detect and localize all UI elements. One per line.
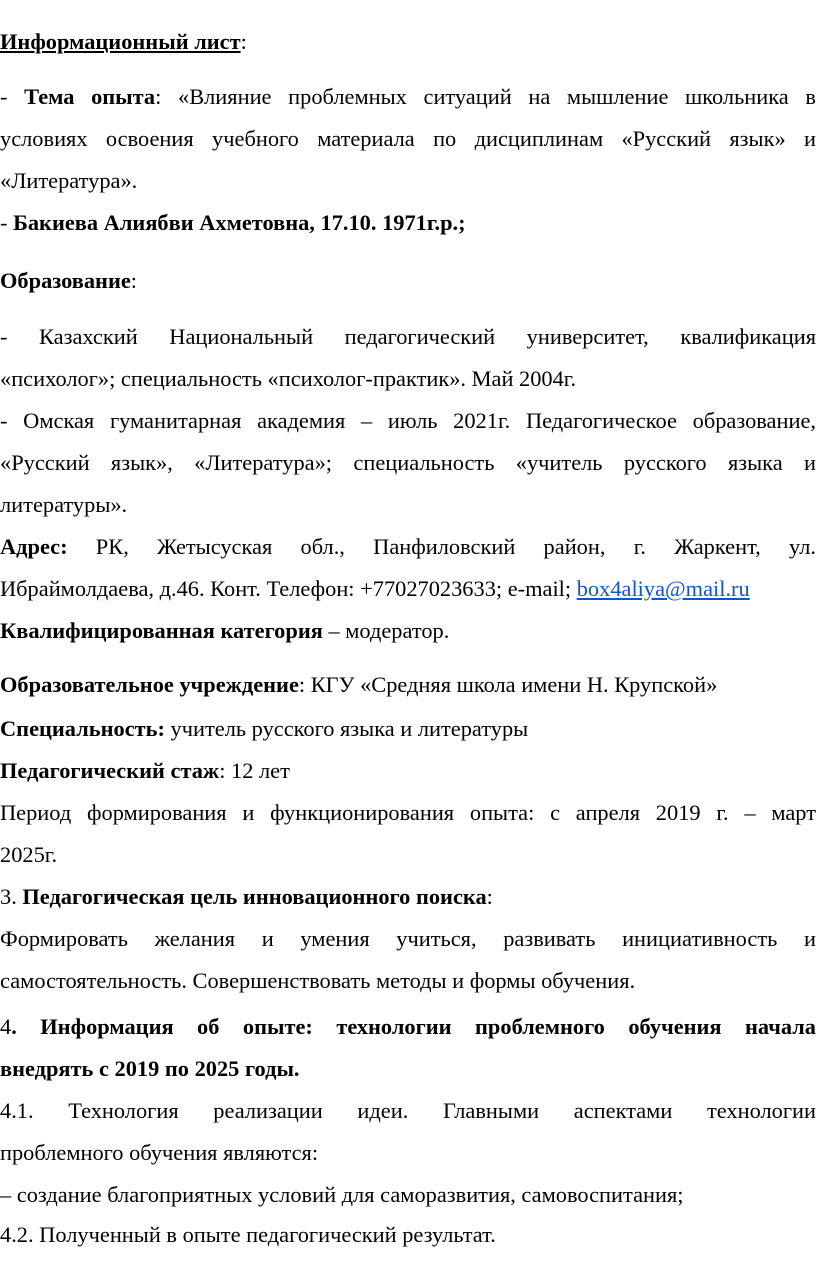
goal-colon: :	[486, 884, 493, 909]
topic-text-3: «Литература».	[0, 168, 138, 193]
specialty-value: учитель русского языка и литературы	[164, 716, 529, 741]
tech-line-2	[0, 1136, 816, 1170]
info-line-1	[0, 1010, 816, 1044]
specialty-label: Специальность:	[0, 716, 165, 741]
result-text: 4.2. Полученный в опыте педагогический результат.	[0, 1222, 496, 1247]
goal-line-1	[0, 922, 816, 956]
tech-text-1: 4.1. Технология реализации идеи. Главными аспектами технологии	[0, 1098, 816, 1123]
info-line-2	[0, 1052, 816, 1086]
education-item-1-text-2: «психолог»; специальность «психолог-практик». Май 2004г.	[0, 366, 577, 391]
topic-line-2	[0, 122, 816, 156]
author-name: Бакиева Алиябви Ахметовна, 17.10. 1971г.р.;	[13, 210, 466, 235]
author-dash: -	[0, 210, 14, 235]
qualification-value: – модератор.	[322, 618, 450, 643]
goal-label: Педагогическая цель инновационного поиска	[22, 884, 487, 909]
info-number: 4	[0, 1014, 12, 1039]
education-item-2-line-1	[0, 404, 816, 438]
goal-line-2	[0, 964, 816, 998]
topic-text-1: «Влияние проблемных ситуаций на мышление школьника в	[178, 84, 816, 109]
education-colon: :	[130, 268, 138, 293]
address-label: Адрес:	[0, 534, 68, 559]
institution-colon: :	[298, 672, 311, 697]
topic-colon: :	[155, 84, 178, 109]
tech-bullet	[0, 1178, 816, 1212]
experience-value: 12 лет	[231, 758, 290, 783]
doc-title: Информационный лист	[0, 29, 241, 54]
doc-title-line	[0, 25, 816, 59]
info-text-2: внедрять с 2019 по 2025 годы.	[0, 1056, 300, 1081]
address-text-2: Ибраймолдаева, д.46. Конт. Телефон: +77027023633; e-mail;	[0, 576, 577, 601]
qualification-line	[0, 614, 816, 648]
education-item-1-line-1	[0, 320, 816, 354]
tech-line-1	[0, 1094, 816, 1128]
topic-line-1	[0, 80, 816, 114]
result-line	[0, 1218, 816, 1252]
tech-text-2: проблемного обучения являются:	[0, 1140, 319, 1165]
institution-label: Образовательное учреждение	[0, 672, 299, 697]
address-text-1: РК, Жетысуская обл., Панфиловский район, г. Жаркент, ул.	[67, 534, 816, 559]
education-item-2-line-2	[0, 446, 816, 480]
address-line-2	[0, 572, 816, 606]
author-line	[0, 206, 816, 240]
institution-line	[0, 668, 816, 702]
period-text-2: 2025г.	[0, 842, 58, 867]
education-item-1-line-2	[0, 362, 816, 396]
period-line-1	[0, 796, 816, 830]
goal-number: 3.	[0, 884, 23, 909]
topic-text-2: условиях освоения учебного материала по дисциплинам «Русский язык» и	[0, 126, 816, 151]
goal-heading	[0, 880, 816, 914]
experience-line	[0, 754, 816, 788]
goal-text-2: самостоятельность. Совершенствовать методы и формы обучения.	[0, 968, 636, 993]
tech-bullet-text: – создание благоприятных условий для саморазвития, самовоспитания;	[0, 1182, 684, 1207]
institution-value: КГУ «Средняя школа имени Н. Крупской»	[310, 672, 718, 697]
topic-label: Тема опыта	[24, 84, 156, 109]
topic-dash: -	[0, 84, 25, 109]
email-link[interactable]: box4aliya@mail.ru	[576, 576, 750, 601]
info-text-1: . Информация об опыте: технологии проблемного обучения начала	[11, 1014, 816, 1039]
doc-title-colon: :	[240, 29, 247, 54]
period-line-2	[0, 838, 816, 872]
education-label: Образование	[0, 268, 131, 293]
qualification-label: Квалифицированная категория	[0, 618, 323, 643]
education-item-2-text-1: - Омская гуманитарная академия – июль 2021г. Педагогическое образование,	[0, 408, 816, 433]
address-line-1	[0, 530, 816, 564]
period-text-1: Период формирования и функционирования опыта: с апреля 2019 г. – март	[0, 800, 816, 825]
education-item-2-text-2: «Русский язык», «Литература»; специальность «учитель русского языка и	[0, 450, 816, 475]
education-item-1-text-1: - Казахский Национальный педагогический университет, квалификация	[0, 324, 816, 349]
specialty-line	[0, 712, 816, 746]
goal-text-1: Формировать желания и умения учиться, развивать инициативность и	[0, 926, 816, 951]
education-heading	[0, 264, 816, 298]
topic-line-3	[0, 164, 816, 198]
education-item-2-line-3	[0, 488, 816, 522]
education-item-2-text-3: литературы».	[0, 492, 128, 517]
experience-colon: :	[219, 758, 232, 783]
experience-label: Педагогический стаж	[0, 758, 220, 783]
